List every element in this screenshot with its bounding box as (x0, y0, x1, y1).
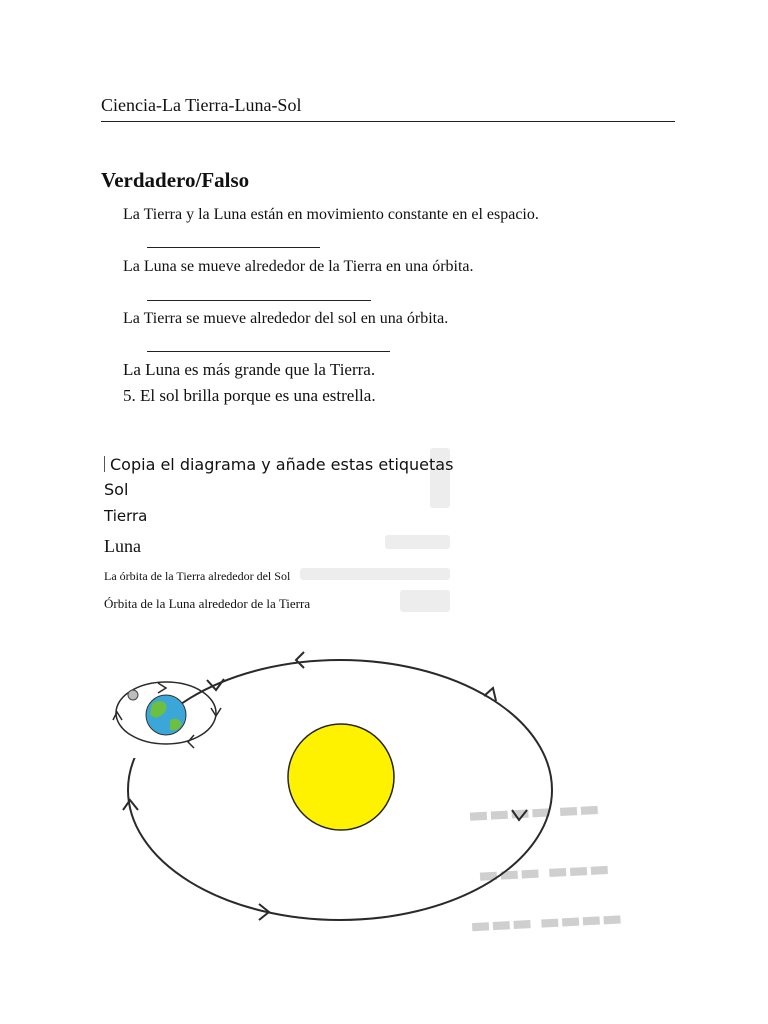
header-title: Ciencia-La Tierra-Luna-Sol (101, 95, 302, 115)
statement-2: La Luna se mueve alrededor de la Tierra en una órbita. (123, 258, 474, 275)
orbit-arrow-icon (512, 810, 527, 820)
statement-3: La Tierra se mueve alrededor del sol en una órbita. (123, 310, 449, 327)
bleed-through-text: ▬▬▬ ▬▬▬▬ (469, 906, 624, 939)
label-luna: Luna (104, 536, 141, 556)
statement-5: 5. El sol brilla porque es una estrella. (123, 386, 376, 405)
statement-4: La Luna es más grande que la Tierra. (123, 360, 376, 379)
moon (128, 690, 138, 700)
label-tierra: Tierra (104, 507, 148, 525)
label-sol: Sol (104, 480, 129, 499)
moon-orbit-arrow-icon (158, 683, 166, 693)
statement-1: La Tierra y la Luna están en movimiento constante en el espacio. (123, 206, 539, 223)
label-moon-orbit: Órbita de la Luna alrededor de la Tierra (104, 596, 311, 611)
sun (288, 724, 394, 830)
label-instruction: Copia el diagrama y añade estas etiquetas (110, 455, 454, 474)
orbit-arrow-icon (296, 652, 304, 668)
bleed-through-text: ▬▬▬▬ ▬▬ (467, 796, 601, 829)
bleed-through-text: ▬▬▬ ▬▬▬ (477, 856, 611, 889)
label-earth-orbit: La órbita de la Tierra alrededor del Sol (104, 569, 291, 583)
section-title-true-false: Verdadero/Falso (101, 168, 250, 192)
